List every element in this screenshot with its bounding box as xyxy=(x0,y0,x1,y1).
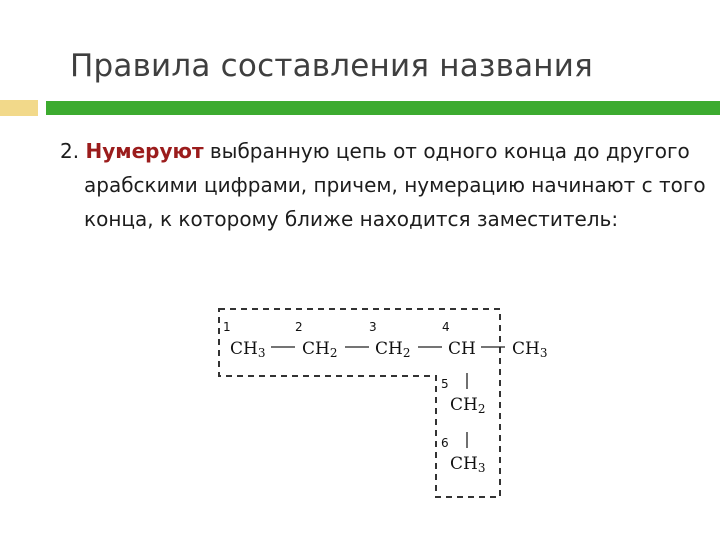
group-substituent: CH3 xyxy=(512,339,548,360)
slide-title: Правила составления названия xyxy=(70,48,593,84)
rule-highlight: Нумеруют xyxy=(85,139,204,163)
group-c4: CH2 xyxy=(375,339,411,360)
carbon-number-4: 3 xyxy=(369,320,377,334)
group-c3: CH xyxy=(448,339,476,359)
carbon-number-5: 2 xyxy=(295,320,303,334)
group-c2: CH2 xyxy=(450,395,486,416)
group-c6: CH3 xyxy=(230,339,266,360)
group-c1: CH3 xyxy=(450,454,486,475)
carbon-number-1: 6 xyxy=(441,436,449,450)
carbon-number-3: 4 xyxy=(442,320,450,334)
carbon-number-6: 1 xyxy=(223,320,231,334)
rule-number: 2. xyxy=(60,139,80,163)
rule-text: выбранную цепь от одного конца до другого арабскими цифрами, причем, нумерацию начинают с того конца, к которому ближе находится заместитель: xyxy=(84,139,706,231)
group-c5: CH2 xyxy=(302,339,338,360)
carbon-number-2: 5 xyxy=(441,377,449,391)
